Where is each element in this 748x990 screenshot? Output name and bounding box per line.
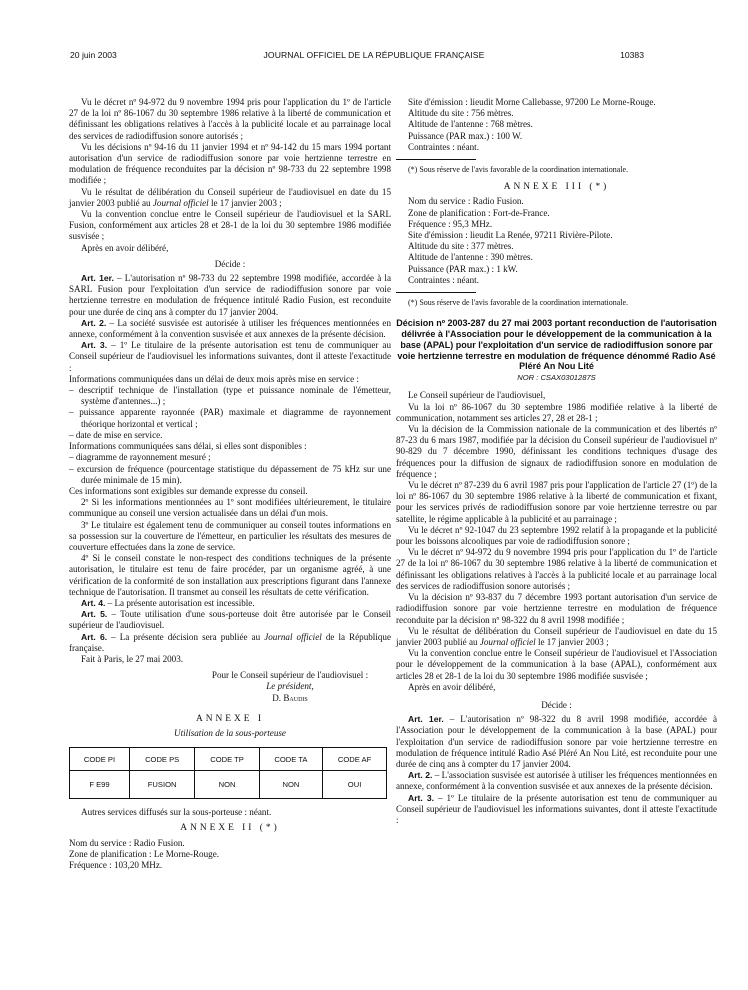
annex-2-title: ANNEXE II (*) (180, 823, 280, 834)
list-item: – diagramme de rayonnement mesuré ; (69, 452, 211, 463)
signature-block (69, 670, 391, 704)
body-paragraph: Vu le décret nº 92-1047 du 23 septembre 1992 relatif à la propagande et la publicité pour les boissons alcooliques par voie de radiodiffusion sonore ; (396, 524, 717, 547)
annex-line: Fréquence : 103,20 MHz. (69, 859, 163, 870)
info-nodelay: Informations communiquées sans délai, si elles sont disponibles : (69, 441, 307, 452)
visa-paragraph: Vu le résultat de délibération du Conseil supérieur de l'audiovisuel en date du 15 janvier 2003 publié au Journal officiel le 17 janvier 2003 ; (69, 186, 391, 208)
table-cell: OUI (323, 771, 387, 799)
table-header-row (70, 748, 387, 771)
annex-1-title: ANNEXE I (195, 713, 264, 724)
annex-line: Altitude de l'antenne : 390 mètres. (408, 252, 533, 263)
page-header (0, 50, 748, 64)
article-3: Art. 3. – 1º Le titulaire de la présente autorisation est tenu de communiquer au Conseil supérieur de l'audiovisuel les informations suivantes, dont il atteste l'exactitude : (69, 340, 391, 373)
article-label: Art. 6. (81, 631, 108, 642)
body-paragraph: Vu la décision nº 93-837 du 7 décembre 1993 portant autorisation d'un service de radiodiffusion sonore par voie hertzienne terrestre en modulation de fréquence reconduite par la décision nº 98-322 du 8 avril 1998 modifiée ; (396, 592, 717, 625)
list-item: – descriptif technique de l'installation (type et puissance nominale de l'émetteur, système d'antennes...) ; (69, 385, 391, 407)
footnote: (*) Sous réserve de l'avis favorable de la coordination internationale. (408, 298, 629, 308)
signature-name: D. Baudis (272, 692, 308, 703)
table-header-cell: CODE TA (259, 748, 322, 771)
annex-3-title: ANNEXE III (*) (503, 182, 610, 193)
annex-line: Contraintes : néant. (408, 141, 479, 152)
clause-4: 4º Si le conseil constate le non-respect des conditions techniques de la présente autorisation, le titulaire est tenu de faire procéder, par un organisme agréé, à une vérification de la conformité de son installation aux prescriptions figurant dans l'annexe technique de l'autorisation. Il transmet au conseil les résultats de cette vérification. (69, 553, 391, 597)
signature-for: Pour le Conseil supérieur de l'audiovisuel : (211, 670, 369, 681)
list-item: – date de mise en service. (69, 429, 163, 440)
article-label: Art. 4. (81, 597, 106, 608)
article-1: Art. 1er. – L'autorisation nº 98-733 du 22 septembre 1998 modifiée, accordée à la SARL Fusion pour l'exploitation d'un service de radiodiffusion sonore par voie hertzienne terrestre en modulation de fréquence intitulé Radio Fusion, est reconduite pour une durée de cinq ans à compter du 17 janvier 2004. (69, 273, 391, 317)
annex-line: Nom du service : Radio Fusion. (408, 196, 524, 207)
article-6: Art. 6. – La présente décision sera publiée au Journal officiel de la République française. (69, 631, 391, 653)
annex-line: Altitude du site : 377 mètres. (408, 241, 514, 252)
header-page-number: 10383 (620, 50, 644, 60)
article-5: Art. 5. – Toute utilisation d'une sous-porteuse doit être autorisée par le Conseil supérieur de l'audiovisuel. (69, 609, 391, 631)
info-delay: Informations communiquées dans un délai de deux mois après mise en service : (69, 373, 359, 384)
journal-officiel-ref: Journal officiel (479, 636, 536, 647)
footnote: (*) Sous réserve de l'avis favorable de la coordination internationale. (408, 165, 629, 175)
header-title: JOURNAL OFFICIEL DE LA RÉPUBLIQUE FRANÇAISE (263, 50, 485, 60)
article-label: Art. 1er. (81, 273, 114, 284)
article-4: Art. 4. – La présente autorisation est incessible. (81, 597, 255, 608)
deliberation-line: Après en avoir délibéré, (81, 242, 169, 253)
journal-officiel-ref: Journal officiel (264, 631, 322, 642)
article-label: Art. 3. (408, 792, 435, 803)
nor-reference: NOR : CSAX0301287S (517, 373, 596, 383)
annex-line: Zone de planification : Le Morne-Rouge. (69, 848, 219, 859)
table-cell: NON (195, 771, 259, 799)
right-column (396, 97, 717, 826)
left-column (69, 97, 391, 871)
article-3: Art. 3. – 1º Le titulaire de la présente autorisation est tenu de communiquer au Conseil supérieur de l'audiovisuel les informations suivantes, dont il atteste l'exactitude : (396, 792, 718, 825)
table-cell: NON (259, 771, 322, 799)
annex-line: Puissance (PAR max.) : 1 kW. (408, 263, 518, 274)
article-2: Art. 2. – La société susvisée est autorisée à utiliser les fréquences mentionnées en annexe, conformément à la convention susvisée et aux annexes de la présente décision. (69, 317, 391, 340)
table-row (70, 771, 387, 799)
body-paragraph: Vu la convention conclue entre le Conseil supérieur de l'audiovisuel et l'Association pour le développement de la communication à la base (APAL), conformément aux articles 28 et 28-1 de la loi du 30 septembre 1986 modifiée susvisée ; (396, 648, 717, 681)
body-paragraph: Vu la décision de la Commission nationale de la communication et des libertés nº 87-23 du 6 mars 1987, modifiée par la décision du Conseil supérieur de l'audiovisuel nº 90-829 du 7 décembre 1990, définissant les conditions techniques d'usage des fréquences pour la diffusion de signaux de radiodiffusion sonore en modulation de fréquence ; (396, 424, 717, 479)
annex-line: Fréquence : 95,3 MHz. (408, 218, 493, 229)
signature-role: Le président, (266, 681, 314, 692)
body-paragraph: Vu le décret nº 87-239 du 6 avril 1987 pris pour l'application de l'article 27 (1º) de la loi nº 86-1067 du 30 septembre 1986 relative à la liberté de communication et fixant, pour les services privés de radiodiffusion sonore par voie hertzienne terrestre ou par satellite, le régime applicable à la publicité et au parrainage ; (396, 480, 717, 524)
other-services: Autres services diffusés sur la sous-porteuse : néant. (81, 807, 272, 818)
place-date: Fait à Paris, le 27 mai 2003. (81, 653, 184, 664)
decision-title: Décision nº 2003-287 du 27 mai 2003 portant reconduction de l'autorisation délivrée à l'Association pour le développement de la communication à la base (APAL) pour l'exploitation d'un service de radiodiffusion sonore par voie hertzienne terrestre en modulation de fréquence dénommé Radio Asé Pléré An Nou Lité (396, 318, 717, 372)
annex-line: Zone de planification : Fort-de-France. (408, 207, 550, 218)
article-1: Art. 1er. – L'autorisation nº 98-322 du 8 avril 1998 modifiée, accordée à l'Association pour le développement de la communication à la base (APAL) pour l'exploitation d'un service de radiodiffusion sonore par voie hertzienne terrestre en modulation de fréquence intitulé Radio Asé Pléré An Nou Lité, est reconduite pour une durée de cinq ans à compter du 17 janvier 2004. (396, 714, 717, 769)
annex-line: Site d'émission : lieudit La Renée, 97211 Rivière-Pilote. (408, 230, 613, 241)
footnote-rule (396, 159, 476, 160)
table-header-cell: CODE TP (195, 748, 259, 771)
body-paragraph: Le Conseil supérieur de l'audiovisuel, (408, 390, 546, 401)
subcarrier-table (69, 747, 387, 799)
article-label: Art. 2. (408, 770, 433, 781)
journal-officiel-ref: Journal officiel (152, 197, 209, 208)
info-required: Ces informations sont exigibles sur demande expresse du conseil. (69, 485, 308, 496)
table-cell: FUSION (129, 771, 194, 799)
footnote-rule (396, 292, 476, 293)
article-2: Art. 2. – L'association susvisée est autorisée à utiliser les fréquences mentionnées en annexe, conformément à la convention susvisée et aux annexes de la présente décision. (396, 770, 717, 792)
visa-paragraph: Vu les décisions nº 94-16 du 11 janvier 1994 et nº 94-142 du 15 mars 1994 portant autorisation d'un service de radiodiffusion sonore par voie hertzienne terrestre en modulation de fréquence reconduites par la décision nº 98-733 du 22 septembre 1998 modifiée ; (69, 141, 391, 186)
list-item: – excursion de fréquence (pourcentage statistique du dépassement de 75 kHz sur une durée minimale de 15 min). (69, 463, 391, 485)
deliberation-line: Après en avoir délibéré, (408, 681, 496, 692)
article-label: Art. 1er. (408, 714, 444, 725)
annex-1-subtitle: Utilisation de la sous-porteuse (174, 727, 286, 738)
article-label: Art. 5. (81, 609, 108, 620)
visa-paragraph: Vu la convention conclue entre le Conseil supérieur de l'audiovisuel et la SARL Fusion, conformément aux articles 28 et 28-1 de la loi du 30 septembre 1986 modifiée susvisée ; (69, 209, 391, 242)
clause-3: 3º Le titulaire est également tenu de communiquer au conseil toutes informations en sa possession sur la couverture de l'émetteur, en particulier les résultats des mesures de couverture effectuées dans la zone de service. (69, 519, 391, 552)
table-header-cell: CODE AF (323, 748, 387, 771)
annex-line: Puissance (PAR max.) : 100 W. (408, 130, 523, 141)
table-header-cell: CODE PI (70, 748, 130, 771)
annex-line: Altitude du site : 756 mètres. (408, 108, 514, 119)
list-item: – puissance apparente rayonnée (PAR) maximale et diagramme de rayonnement théorique horizontal et vertical ; (69, 407, 391, 429)
header-date: 20 juin 2003 (70, 50, 117, 60)
annex-line: Site d'émission : lieudit Morne Callebasse, 97200 Le Morne-Rouge. (408, 97, 656, 107)
body-paragraph: Vu la loi nº 86-1067 du 30 septembre 1986 modifiée relative à la liberté de communication, notamment ses articles 27, 28 et 28-1 ; (396, 401, 717, 423)
body-paragraph: Vu le décret nº 94-972 du 9 novembre 1994 pris pour l'application du 1º de l'article 27 de la loi nº 86-1067 du 30 septembre 1986 relative à la liberté de communication et définissant les obligations relatives à l'accès à la publicité locale et au parrainage local des services de radiodiffusion sonore autorisés ; (396, 547, 717, 591)
table-header-cell: CODE PS (129, 748, 194, 771)
body-paragraph: Vu le résultat de délibération du Conseil supérieur de l'audiovisuel en date du 15 janvier 2003 publié au Journal officiel le 17 janvier 2003 ; (396, 625, 717, 647)
article-label: Art. 3. (81, 340, 108, 351)
decide-heading: Décide : (541, 699, 572, 710)
visa-paragraph: Vu le décret nº 94-972 du 9 novembre 1994 pris pour l'application du 1º de l'article 27 de la loi nº 86-1067 du 30 septembre 1986 relative à la liberté de communication et définissant les obligations relatives à l'accès à la publicité locale et au parrainage local des services de radiodiffusion sonore autorisés ; (69, 97, 391, 141)
decide-heading: Décide : (214, 258, 246, 269)
article-label: Art. 2. (81, 317, 107, 328)
annex-line: Nom du service : Radio Fusion. (69, 837, 185, 848)
clause-2: 2º Si les informations mentionnées au 1º sont modifiées ultérieurement, le titulaire communique au conseil une version actualisée dans un délai d'un mois. (69, 497, 391, 519)
annex-line: Altitude de l'antenne : 768 mètres. (408, 119, 533, 130)
annex-line: Contraintes : néant. (408, 274, 479, 285)
table-cell: F E99 (70, 771, 130, 799)
